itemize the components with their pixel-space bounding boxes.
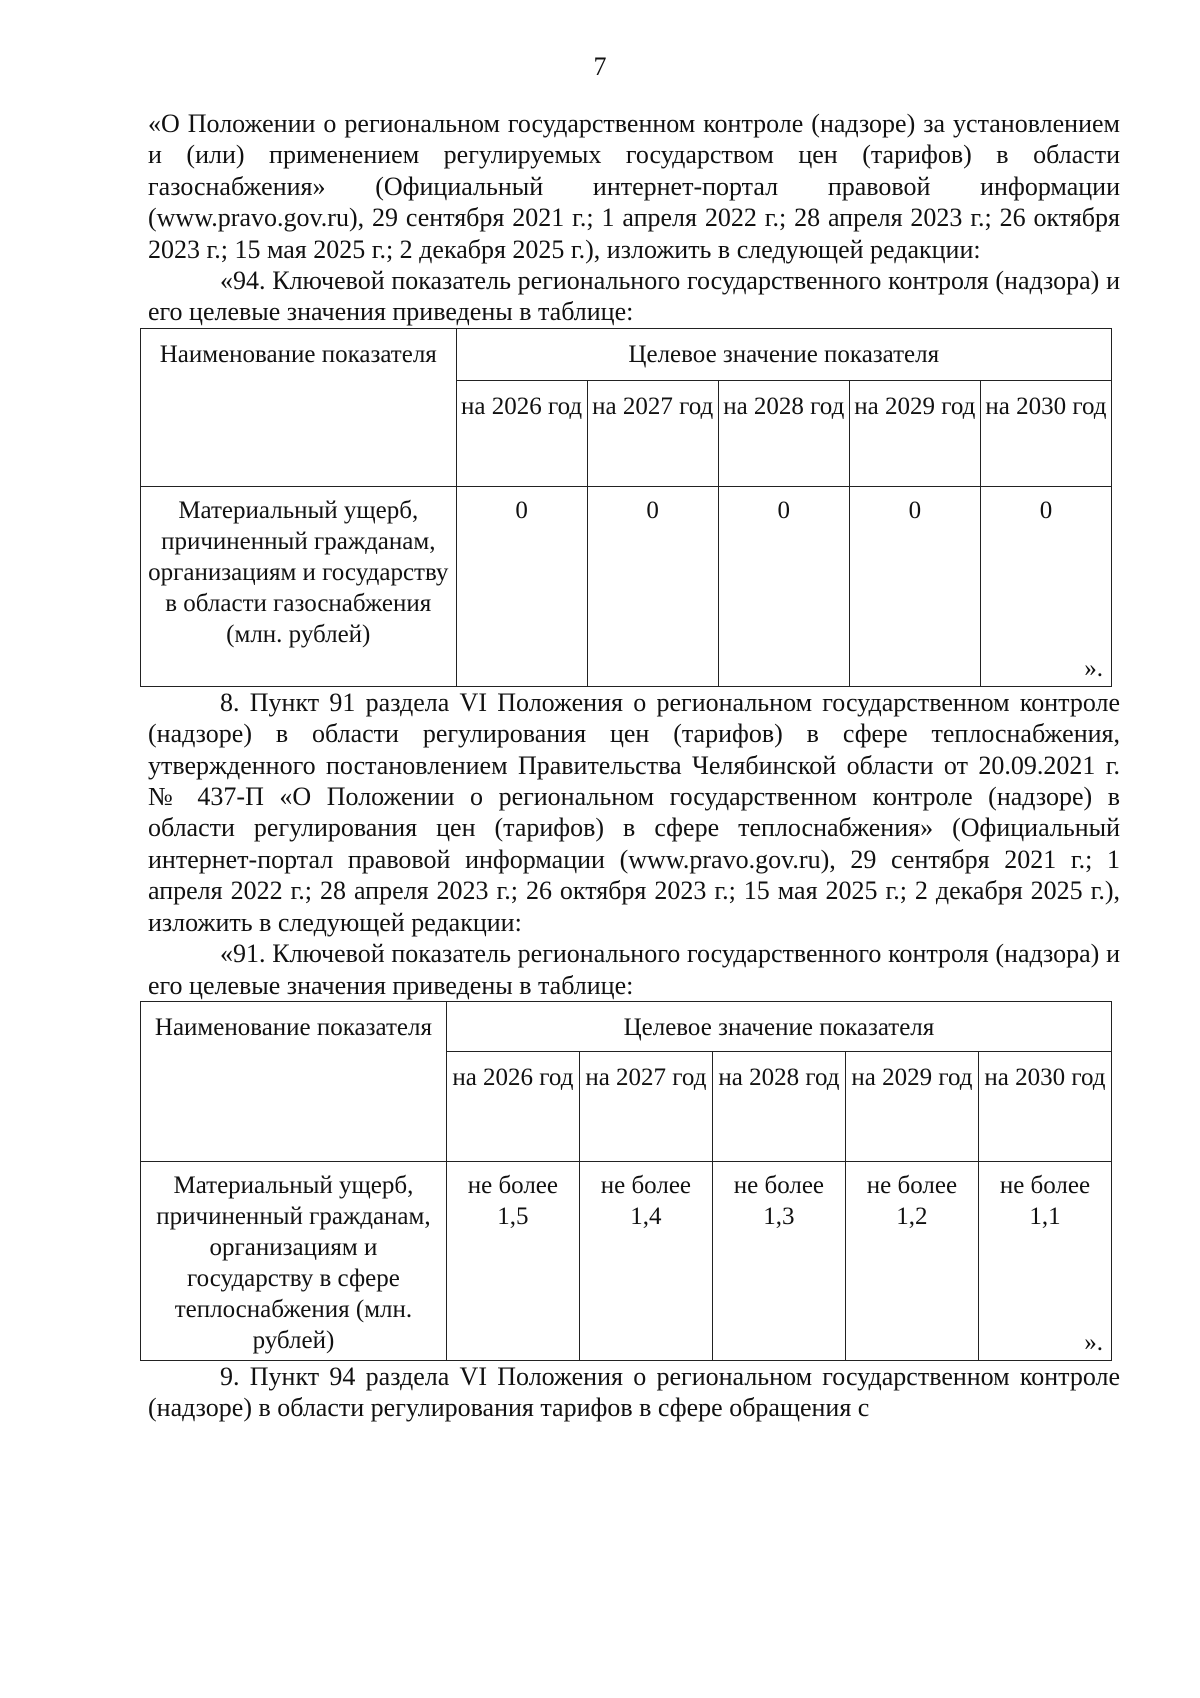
target-value-cell-last [980, 486, 1111, 686]
year-header: на 2029 год [849, 380, 980, 486]
header-target-value: Целевое значение показателя [446, 1001, 1111, 1051]
header-indicator-name: Наименование показателя [141, 328, 457, 486]
header-indicator-name: Наименование показателя [141, 1001, 447, 1161]
header-target-value: Целевое значение показателя [456, 328, 1111, 380]
target-value-cell: 0 [849, 486, 980, 686]
document-body [148, 108, 1120, 1424]
target-value: 0 [1039, 496, 1053, 524]
year-header: на 2027 год [587, 380, 718, 486]
target-value: не более 1,1 [999, 1171, 1091, 1230]
target-value-cell: не более 1,3 [712, 1161, 845, 1360]
target-value-cell-last [978, 1161, 1111, 1360]
paragraph-item-9: 9. Пункт 94 раздела VI Положения о региональном государственном контроле (надзоре) в области регулирования тарифов в сфере обращения с [148, 1361, 1120, 1423]
indicator-table-heat [140, 1001, 1112, 1361]
closing-quote: ». [1084, 1328, 1103, 1356]
year-header: на 2026 год [456, 380, 587, 486]
paragraph-item-94: «94. Ключевой показатель регионального государственного контроля (надзора) и его целевые значения приведены в таблице: [148, 266, 1120, 327]
year-header: на 2028 год [712, 1051, 845, 1161]
row-indicator-name: Материальный ущерб, причиненный гражданам, организациям и государству в области газоснабжения (млн. рублей) [141, 486, 457, 686]
target-value-cell: 0 [587, 486, 718, 686]
target-value-cell: 0 [456, 486, 587, 686]
target-value-cell: не более 1,5 [446, 1161, 579, 1360]
row-indicator-name: Материальный ущерб, причиненный гражданам, организациям и государству в сфере теплоснабжения (млн. рублей) [141, 1161, 447, 1360]
target-value-cell: 0 [718, 486, 849, 686]
paragraph-item-8: 8. Пункт 91 раздела VI Положения о региональном государственном контроле (надзоре) в области регулирования цен (тарифов) в сфере теплоснабжения, утвержденного постановлением Правительства Челябинской области от 20.09.2021 г. № 437-П «О Положении о региональном государственном контроле (надзоре) в области регулирования цен (тарифов) в сфере теплоснабжения» (Официальный интернет-портал правовой информации (www.pravo.gov.ru), 29 сентября 2021 г.; 1 апреля 2022 г.; 28 апреля 2023 г.; 26 октября 2023 г.; 15 мая 2025 г.; 2 декабря 2025 г.), изложить в следующей редакции: [148, 687, 1120, 937]
year-header: на 2028 год [718, 380, 849, 486]
paragraph-citation-gas: «О Положении о региональном государственном контроле (надзоре) за установлением и (или) применением регулируемых государством цен (тарифов) в области газоснабжения» (Официальный интернет-портал правовой информации (www.pravo.gov.ru), 29 сентября 2021 г.; 1 апреля 2022 г.; 28 апреля 2023 г.; 26 октября 2023 г.; 15 мая 2025 г.; 2 декабря 2025 г.), изложить в следующей редакции: [148, 109, 1120, 264]
year-header: на 2027 год [579, 1051, 712, 1161]
page-number: 7 [593, 52, 607, 81]
target-value-cell: не более 1,4 [579, 1161, 712, 1360]
indicator-table-gas [140, 328, 1112, 687]
year-header: на 2029 год [845, 1051, 978, 1161]
paragraph-item-91: «91. Ключевой показатель регионального государственного контроля (надзора) и его целевые значения приведены в таблице: [148, 939, 1120, 1000]
year-header: на 2030 год [980, 380, 1111, 486]
year-header: на 2030 год [978, 1051, 1111, 1161]
target-value-cell: не более 1,2 [845, 1161, 978, 1360]
closing-quote: ». [1084, 654, 1103, 682]
year-header: на 2026 год [446, 1051, 579, 1161]
